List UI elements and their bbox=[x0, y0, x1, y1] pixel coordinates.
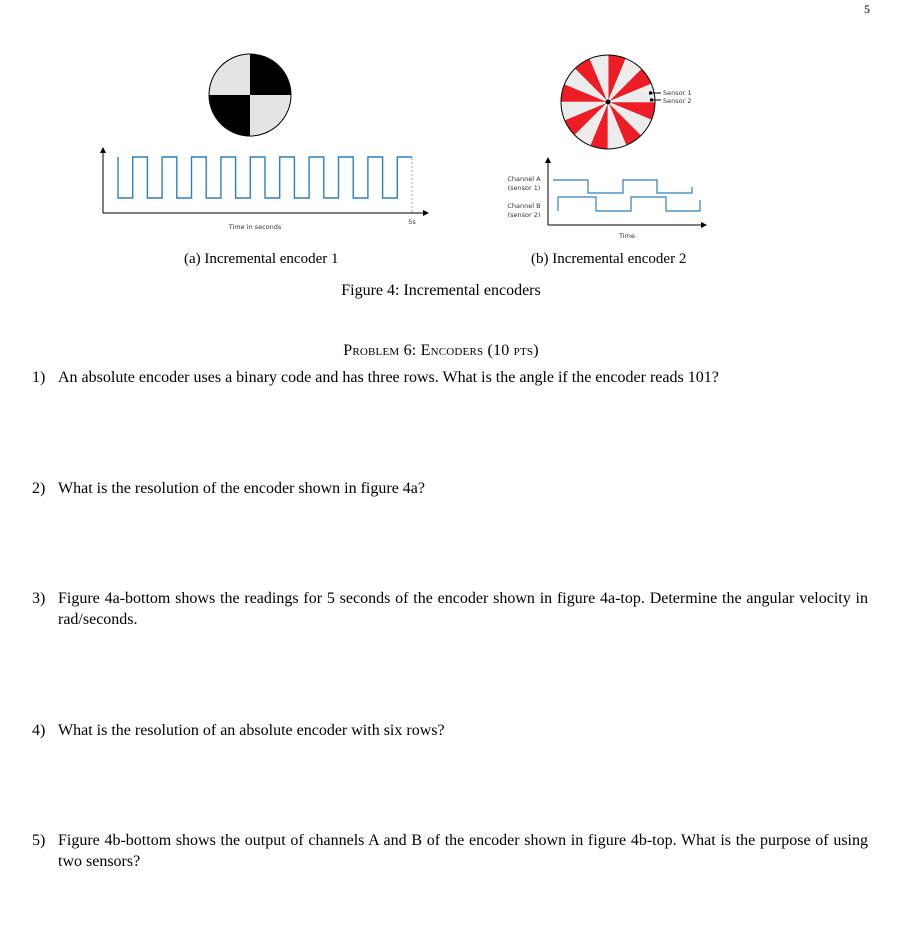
question-3 bbox=[32, 588, 868, 630]
encoder1-quadrant-top-right bbox=[250, 54, 291, 95]
encoder1-quadrant-top-left bbox=[209, 54, 250, 95]
encoder1-xlabel: Time in seconds bbox=[228, 223, 282, 231]
sensor2-marker bbox=[650, 99, 653, 102]
channel-a-wave bbox=[553, 180, 692, 193]
question-number: 3) bbox=[32, 590, 46, 607]
question-number: 5) bbox=[32, 832, 46, 849]
question-text: Figure 4a-bottom shows the readings for 5 seconds of the encoder shown in figure 4a-top. Determine the angular velocity in rad/seconds. bbox=[58, 590, 868, 628]
question-1 bbox=[32, 367, 868, 388]
encoder1-end-tick: 5s bbox=[408, 218, 416, 226]
caption-encoder1: (a) Incremental encoder 1 bbox=[184, 251, 339, 267]
question-text: An absolute encoder uses a binary code and has three rows. What is the angle if the encoder reads 101? bbox=[58, 369, 719, 386]
caption-encoder2: (b) Incremental encoder 2 bbox=[531, 251, 687, 267]
channel-b-label: Channel B bbox=[507, 202, 541, 210]
channel-b-sublabel: (sensor 2) bbox=[507, 211, 541, 219]
question-text: What is the resolution of the encoder shown in figure 4a? bbox=[58, 480, 425, 497]
encoder1-pulse-train bbox=[118, 157, 412, 198]
question-number: 4) bbox=[32, 722, 46, 739]
page-number: 5 bbox=[864, 2, 870, 16]
question-text: Figure 4b-bottom shows the output of channels A and B of the encoder shown in figure 4b-top. What is the purpose of using two sensors? bbox=[58, 832, 868, 870]
question-number: 1) bbox=[32, 369, 46, 386]
encoder1-quadrant-bottom-right bbox=[250, 95, 291, 136]
channel-b-wave bbox=[558, 197, 700, 211]
question-number: 2) bbox=[32, 480, 46, 497]
sensor1-label: Sensor 1 bbox=[663, 89, 692, 97]
question-text: What is the resolution of an absolute encoder with six rows? bbox=[58, 722, 445, 739]
channel-a-sublabel: (sensor 1) bbox=[507, 184, 541, 192]
question-4 bbox=[32, 720, 868, 741]
figure-title: Figure 4: Incremental encoders bbox=[341, 282, 541, 299]
channel-a-label: Channel A bbox=[507, 175, 541, 183]
encoder1-disc bbox=[209, 54, 291, 136]
problem-heading: Problem 6: Encoders (10 pts) bbox=[343, 342, 539, 359]
sensor2-label: Sensor 2 bbox=[663, 97, 692, 105]
figure-4 bbox=[0, 0, 908, 260]
encoder2-xlabel: Time bbox=[619, 232, 635, 240]
question-5 bbox=[32, 830, 868, 872]
question-2 bbox=[32, 478, 868, 499]
sensor1-marker bbox=[649, 92, 652, 95]
encoder2-hub bbox=[606, 100, 611, 105]
encoder1-quadrant-bottom-left bbox=[209, 95, 250, 136]
